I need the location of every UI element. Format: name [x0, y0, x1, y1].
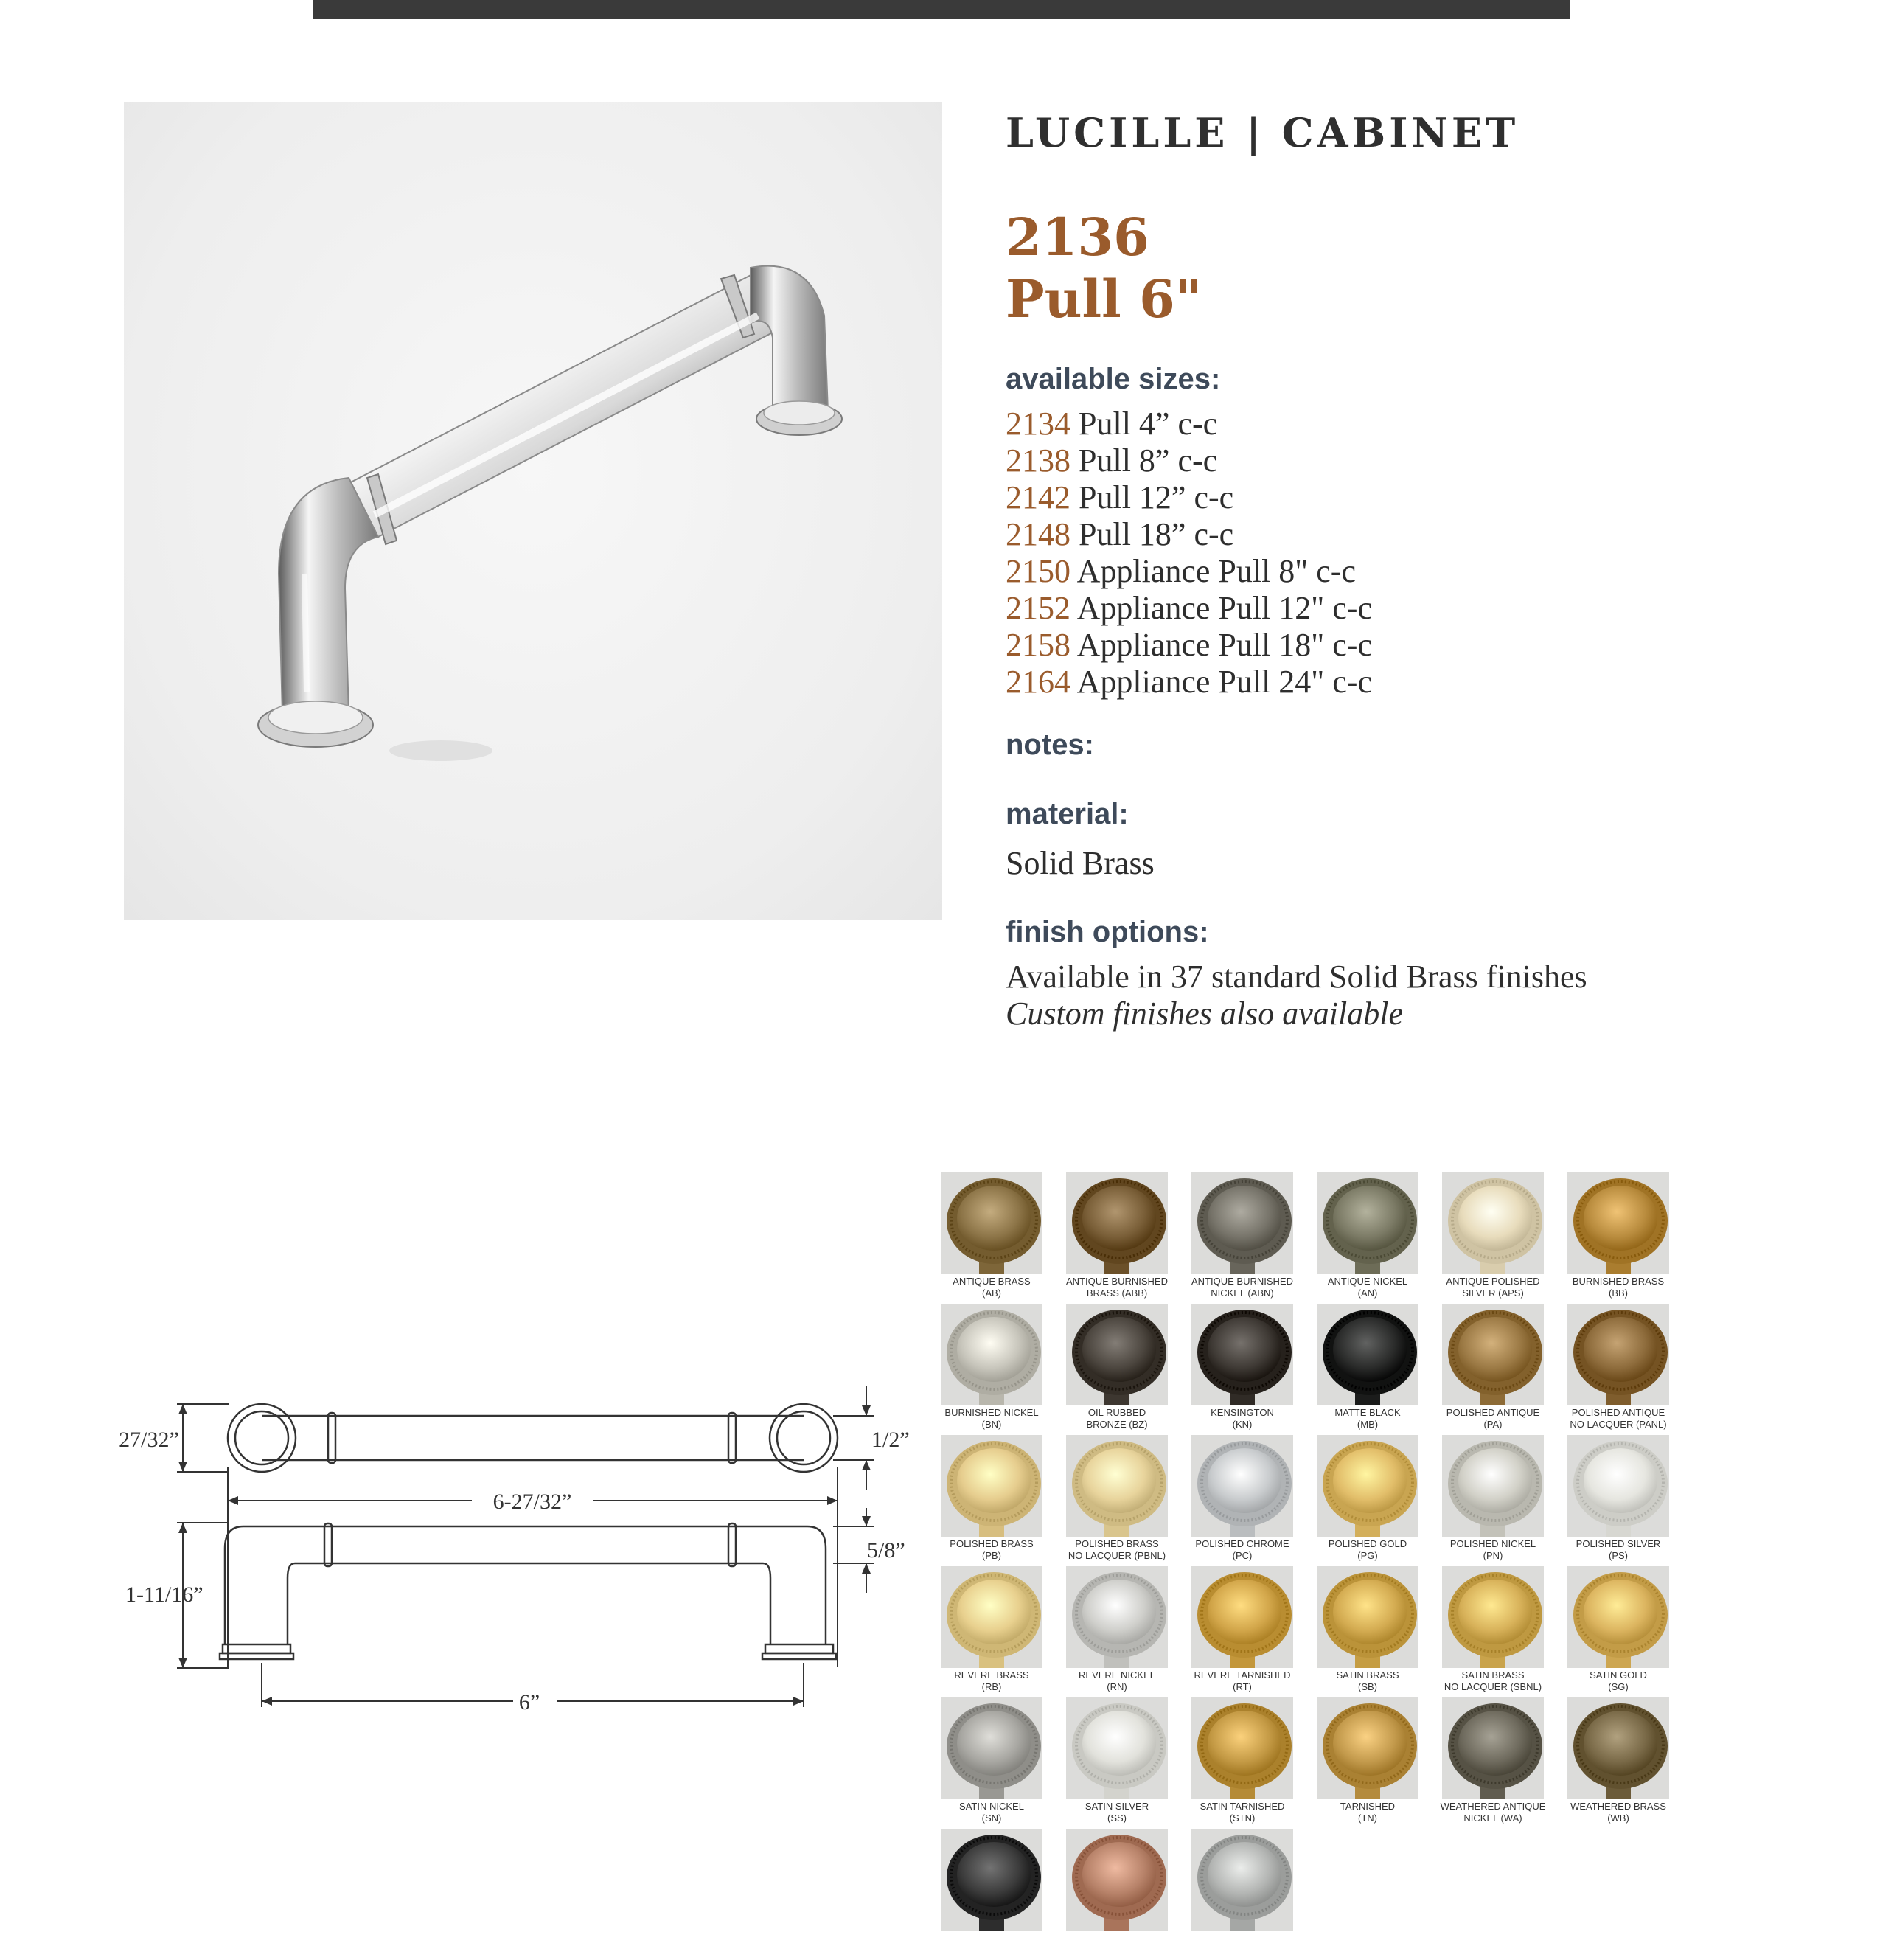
knob-swatch-image [1191, 1566, 1293, 1668]
knob-swatch-image [1317, 1304, 1418, 1405]
size-item [1006, 406, 1372, 442]
knob-swatch-image [1567, 1435, 1669, 1537]
finish-name: SATIN TARNISHED [1200, 1801, 1285, 1812]
knob-swatch-image [1567, 1697, 1669, 1799]
finish-name: ANTIQUE BURNISHED [1191, 1276, 1293, 1287]
knob-swatch-image [1317, 1566, 1418, 1668]
finish-swatch [1567, 1304, 1693, 1435]
finish-code: BRONZE (BZ) [1086, 1419, 1148, 1430]
finish-code: (BB) [1609, 1287, 1628, 1299]
finish-swatch [941, 1566, 1066, 1697]
finish-label [930, 1538, 1053, 1562]
finish-swatch [1066, 1304, 1191, 1435]
finish-code: (AB) [982, 1287, 1001, 1299]
finish-name: ANTIQUE NICKEL [1327, 1276, 1408, 1287]
knob-swatch-image [1191, 1172, 1293, 1274]
knob-swatch-image [1442, 1697, 1544, 1799]
finish-label [1181, 1801, 1303, 1824]
finish-heading: finish options: [1006, 916, 1209, 948]
finish-label [1056, 1669, 1178, 1693]
finish-name: WEATHERED BRASS [1570, 1801, 1666, 1812]
finish-label [1181, 1276, 1303, 1299]
dim-bar-diameter: 1/2” [871, 1428, 910, 1452]
finish-name: POLISHED GOLD [1328, 1538, 1407, 1549]
finish-name: ANTIQUE POLISHED [1446, 1276, 1540, 1287]
knob-swatch-image [941, 1829, 1042, 1931]
product-photo [124, 102, 942, 920]
size-code: 2164 [1006, 664, 1070, 700]
size-code: 2138 [1006, 442, 1070, 479]
product-name: Pull 6" [1006, 268, 1202, 330]
finish-swatch [1066, 1829, 1191, 1960]
finish-label [1056, 1276, 1178, 1299]
finish-name: SATIN NICKEL [959, 1801, 1024, 1812]
knob-swatch-image [1191, 1697, 1293, 1799]
finish-name: POLISHED BRASS [950, 1538, 1034, 1549]
size-code: 2148 [1006, 516, 1070, 552]
size-description: Appliance Pull 8" c-c [1070, 553, 1356, 589]
sizes-list [1006, 406, 1372, 701]
size-description: Appliance Pull 24" c-c [1070, 664, 1372, 700]
size-description: Appliance Pull 12" c-c [1070, 590, 1372, 626]
size-description: Pull 8” c-c [1070, 442, 1218, 479]
size-code: 2150 [1006, 553, 1070, 589]
dim-overall-length: 6-27/32” [492, 1490, 572, 1514]
finish-swatch [941, 1435, 1066, 1566]
size-item [1006, 516, 1372, 553]
knob-swatch-image [1066, 1697, 1168, 1799]
finish-swatch [1567, 1172, 1693, 1304]
finish-swatch [1442, 1435, 1567, 1566]
finish-swatch [1066, 1566, 1191, 1697]
top-bar [313, 0, 1570, 19]
finish-swatch [1317, 1304, 1442, 1435]
finish-name: BURNISHED NICKEL [944, 1407, 1039, 1418]
collection-title: LUCILLE | CABINET [1006, 109, 1519, 156]
knob-swatch-image [1066, 1172, 1168, 1274]
finish-code: (PC) [1232, 1550, 1253, 1561]
finish-name: WEATHERED ANTIQUE [1440, 1801, 1546, 1812]
finish-label [1056, 1801, 1178, 1824]
knob-swatch-image [941, 1172, 1042, 1274]
finish-label [1306, 1669, 1429, 1693]
finish-name: POLISHED SILVER [1576, 1538, 1661, 1549]
finish-label [1432, 1669, 1554, 1693]
knob-swatch-image [1442, 1304, 1544, 1405]
size-code: 2158 [1006, 627, 1070, 663]
finish-label [1432, 1801, 1554, 1824]
finish-name: MATTE BLACK [1334, 1407, 1401, 1418]
size-description: Appliance Pull 18" c-c [1070, 627, 1372, 663]
knob-swatch-image [941, 1697, 1042, 1799]
knob-swatch-image [1191, 1829, 1293, 1931]
finish-code: (SG) [1608, 1681, 1629, 1692]
finish-label [1306, 1801, 1429, 1824]
finish-code: (RT) [1233, 1681, 1252, 1692]
finish-code: (PB) [982, 1550, 1001, 1561]
size-description: Pull 18” c-c [1070, 516, 1234, 552]
finish-name: SATIN BRASS [1461, 1669, 1525, 1681]
finish-label [1432, 1276, 1554, 1299]
knob-swatch-image [1066, 1304, 1168, 1405]
knob-swatch-image [1567, 1566, 1669, 1668]
finish-code: (SS) [1107, 1813, 1127, 1824]
finish-label [1557, 1276, 1679, 1299]
finish-code: (TN) [1358, 1813, 1377, 1824]
knob-swatch-image [1567, 1172, 1669, 1274]
size-description: Pull 4” c-c [1070, 406, 1218, 442]
finish-code: NO LACQUER (SBNL) [1444, 1681, 1542, 1692]
finish-code: (RB) [981, 1681, 1002, 1692]
finish-swatch [1191, 1566, 1317, 1697]
knob-swatch-image [941, 1435, 1042, 1537]
cabinet-pull-illustration [124, 102, 942, 920]
product-sku: 2136 [1006, 206, 1149, 268]
finish-name: POLISHED ANTIQUE [1571, 1407, 1665, 1418]
finish-code: (KN) [1232, 1419, 1253, 1430]
size-item [1006, 664, 1372, 701]
finish-swatch [1066, 1172, 1191, 1304]
finish-name: BURNISHED BRASS [1572, 1276, 1665, 1287]
finish-label [1056, 1538, 1178, 1562]
knob-swatch-image [1066, 1829, 1168, 1931]
dim-base-diameter: 5/8” [867, 1538, 905, 1563]
finish-name: POLISHED CHROME [1195, 1538, 1289, 1549]
finish-swatch [1317, 1172, 1442, 1304]
finish-swatch [941, 1829, 1066, 1960]
knob-swatch-image [1191, 1304, 1293, 1405]
finish-swatches [941, 1172, 1678, 1880]
size-description: Pull 12” c-c [1070, 479, 1234, 515]
finish-name: TARNISHED [1340, 1801, 1396, 1812]
finish-label [1306, 1276, 1429, 1299]
knob-swatch-image [1317, 1435, 1418, 1537]
finish-name: POLISHED ANTIQUE [1446, 1407, 1540, 1418]
finish-label [1557, 1801, 1679, 1824]
finish-swatch [1442, 1172, 1567, 1304]
finish-name: OIL RUBBED [1087, 1407, 1146, 1418]
size-code: 2152 [1006, 590, 1070, 626]
finish-swatch [1191, 1172, 1317, 1304]
finish-swatch [1191, 1304, 1317, 1435]
finish-label [1306, 1538, 1429, 1562]
finish-swatch [1567, 1435, 1693, 1566]
finish-label [1557, 1407, 1679, 1431]
finish-name: REVERE NICKEL [1078, 1669, 1156, 1681]
finish-code: BRASS (ABB) [1086, 1287, 1148, 1299]
knob-swatch-image [941, 1566, 1042, 1668]
finish-swatch [1066, 1435, 1191, 1566]
dim-center-to-center: 6” [518, 1690, 540, 1714]
finish-name: SATIN SILVER [1085, 1801, 1149, 1812]
size-item [1006, 553, 1372, 590]
knob-swatch-image [1442, 1566, 1544, 1668]
finish-code: (PA) [1483, 1419, 1503, 1430]
finish-swatch [1317, 1697, 1442, 1829]
size-item [1006, 442, 1372, 479]
dim-height-top: 27/32” [119, 1428, 179, 1452]
finish-label [1557, 1538, 1679, 1562]
material-heading: material: [1006, 798, 1129, 830]
finish-code: (AN) [1357, 1287, 1378, 1299]
finish-name: POLISHED NICKEL [1449, 1538, 1536, 1549]
finish-swatch [941, 1304, 1066, 1435]
finish-label [930, 1276, 1053, 1299]
finish-code: (WB) [1607, 1813, 1629, 1824]
finish-code: (RN) [1107, 1681, 1127, 1692]
knob-swatch-image [1567, 1304, 1669, 1405]
finish-swatch [1442, 1304, 1567, 1435]
finish-label [930, 1407, 1053, 1431]
finish-swatch [1191, 1435, 1317, 1566]
finish-label [930, 1669, 1053, 1693]
finish-code: (SN) [981, 1813, 1002, 1824]
dimension-drawing [119, 1379, 922, 1726]
knob-swatch-image [1317, 1697, 1418, 1799]
finish-code: NO LACQUER (PANL) [1570, 1419, 1667, 1430]
finish-label [1181, 1407, 1303, 1431]
finish-name: SATIN GOLD [1590, 1669, 1647, 1681]
finish-code: (BN) [981, 1419, 1002, 1430]
knob-swatch-image [1317, 1172, 1418, 1274]
finish-code: (SB) [1358, 1681, 1377, 1692]
finish-swatch [1567, 1697, 1693, 1829]
finish-swatch [1191, 1697, 1317, 1829]
finish-swatch [1317, 1566, 1442, 1697]
notes-heading: notes: [1006, 729, 1094, 761]
finish-code: (PG) [1357, 1550, 1378, 1561]
finish-code: NO LACQUER (PBNL) [1068, 1550, 1166, 1561]
finish-swatch [941, 1172, 1066, 1304]
finish-code: (PN) [1483, 1550, 1503, 1561]
finish-swatch [1567, 1566, 1693, 1697]
finish-code: (STN) [1229, 1813, 1256, 1824]
size-code: 2142 [1006, 479, 1070, 515]
size-code: 2134 [1006, 406, 1070, 442]
finish-code: NICKEL (WA) [1463, 1813, 1522, 1824]
size-item [1006, 479, 1372, 516]
finish-code: NICKEL (ABN) [1211, 1287, 1274, 1299]
material-value: Solid Brass [1006, 845, 1155, 881]
finish-name: SATIN BRASS [1336, 1669, 1399, 1681]
knob-swatch-image [1442, 1172, 1544, 1274]
size-item [1006, 590, 1372, 627]
finish-name: ANTIQUE BURNISHED [1066, 1276, 1168, 1287]
finish-name: POLISHED BRASS [1075, 1538, 1159, 1549]
finish-name: REVERE TARNISHED [1194, 1669, 1291, 1681]
finish-label [1056, 1407, 1178, 1431]
finish-code: SILVER (APS) [1462, 1287, 1524, 1299]
finish-swatch [1442, 1566, 1567, 1697]
finish-label [1181, 1669, 1303, 1693]
finish-label [1557, 1669, 1679, 1693]
dim-projection: 1-11/16” [125, 1582, 203, 1607]
finish-swatch [941, 1697, 1066, 1829]
sizes-heading: available sizes: [1006, 363, 1221, 395]
finish-swatch [1191, 1829, 1317, 1960]
knob-swatch-image [941, 1304, 1042, 1405]
finish-name: ANTIQUE BRASS [953, 1276, 1031, 1287]
finish-swatch [1317, 1435, 1442, 1566]
finish-custom-text: Custom finishes also available [1006, 995, 1403, 1032]
finish-label [1432, 1538, 1554, 1562]
finish-name: REVERE BRASS [954, 1669, 1029, 1681]
finish-standard-text: Available in 37 standard Solid Brass finishes [1006, 959, 1587, 995]
finish-label [1306, 1407, 1429, 1431]
finish-code: (MB) [1357, 1419, 1379, 1430]
size-item [1006, 627, 1372, 664]
finish-label [930, 1801, 1053, 1824]
finish-code: (PS) [1609, 1550, 1628, 1561]
finish-label [1181, 1538, 1303, 1562]
finish-name: KENSINGTON [1211, 1407, 1274, 1418]
knob-swatch-image [1066, 1566, 1168, 1668]
knob-swatch-image [1066, 1435, 1168, 1537]
finish-swatch [1442, 1697, 1567, 1829]
finish-label [1432, 1407, 1554, 1431]
knob-swatch-image [1442, 1435, 1544, 1537]
finish-swatch [1066, 1697, 1191, 1829]
knob-swatch-image [1191, 1435, 1293, 1537]
